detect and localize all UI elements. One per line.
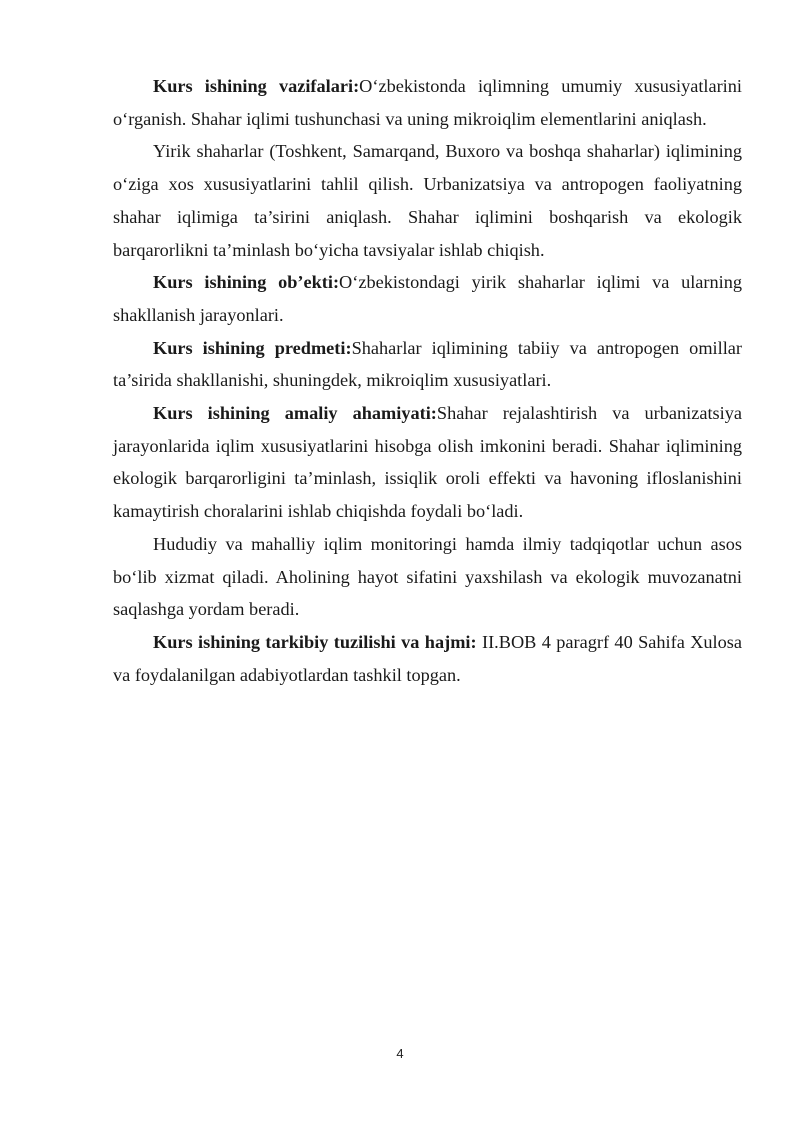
paragraph-text: Hududiy va mahalliy iqlim monitoringi hamda ilmiy tadqiqotlar uchun asos bo‘lib xizmat qiladi. Aholining hayot sifatini yaxshilash va ekologik muvozanatni saqlashga yordam beradi. (113, 533, 742, 620)
paragraph-vazifalari-continued (113, 135, 742, 266)
paragraph-heading: Kurs ishining amaliy ahamiyati: (153, 403, 437, 424)
paragraph-heading: Kurs ishining vazifalari: (153, 76, 360, 96)
paragraph-text: Shahar rejalashtirish va urbanizatsiya jarayonlarida iqlim xususiyatlarini hisobga olish imkonini beradi. Shahar iqlimining ekologik barqarorligini ta’minlash, issiqlik oroli effekti va havoning ifloslanishini kamaytirish choralarini ishlab chiqishda foydali bo‘ladi. (113, 403, 742, 522)
paragraph-amaliy-ahamiyati-continued (113, 528, 742, 626)
paragraph-obekti (113, 266, 742, 331)
paragraph-tarkibiy-tuzilishi (113, 626, 742, 691)
paragraph-text: II.BOB 4 paragrf 40 Sahifa Xulosa va foydalanilgan adabiyotlardan tashkil topgan. (113, 631, 742, 685)
paragraph-heading: Kurs ishining ob’ekti: (153, 272, 340, 293)
paragraph-text: O‘zbekistondagi yirik shaharlar iqlimi va ularning shakllanish jarayonlari. (113, 272, 742, 325)
paragraph-heading: Kurs ishining predmeti: (153, 337, 352, 358)
paragraph-text: Shaharlar iqlimining tabiiy va antropogen omillar ta’sirida shakllanishi, shuningdek, mikroiqlim xususiyatlari. (113, 337, 742, 391)
paragraph-text: Yirik shaharlar (Toshkent, Samarqand, Buxoro va boshqa shaharlar) iqlimining o‘ziga xos xususiyatlarini tahlil qilish. Urbanizatsiya va antropogen faoliyatning shahar iqlimiga ta’sirini aniqlash. Shahar iqlimini boshqarish va ekologik barqarorlikni ta’minlash bo‘yicha tavsiyalar ishlab chiqish. (113, 141, 742, 260)
page-number: 4 (396, 1046, 404, 1061)
paragraph-vazifalari (113, 70, 742, 135)
paragraph-predmeti (113, 332, 742, 397)
paragraph-text: O‘zbekistonda iqlimning umumiy xususiyatlarini o‘rganish. Shahar iqlimi tushunchasi va uning mikroiqlim elementlarini aniqlash. (113, 76, 742, 129)
paragraph-heading: Kurs ishining tarkibiy tuzilishi va hajmi: (153, 631, 482, 652)
document-body (113, 70, 742, 691)
paragraph-amaliy-ahamiyati (113, 397, 742, 528)
